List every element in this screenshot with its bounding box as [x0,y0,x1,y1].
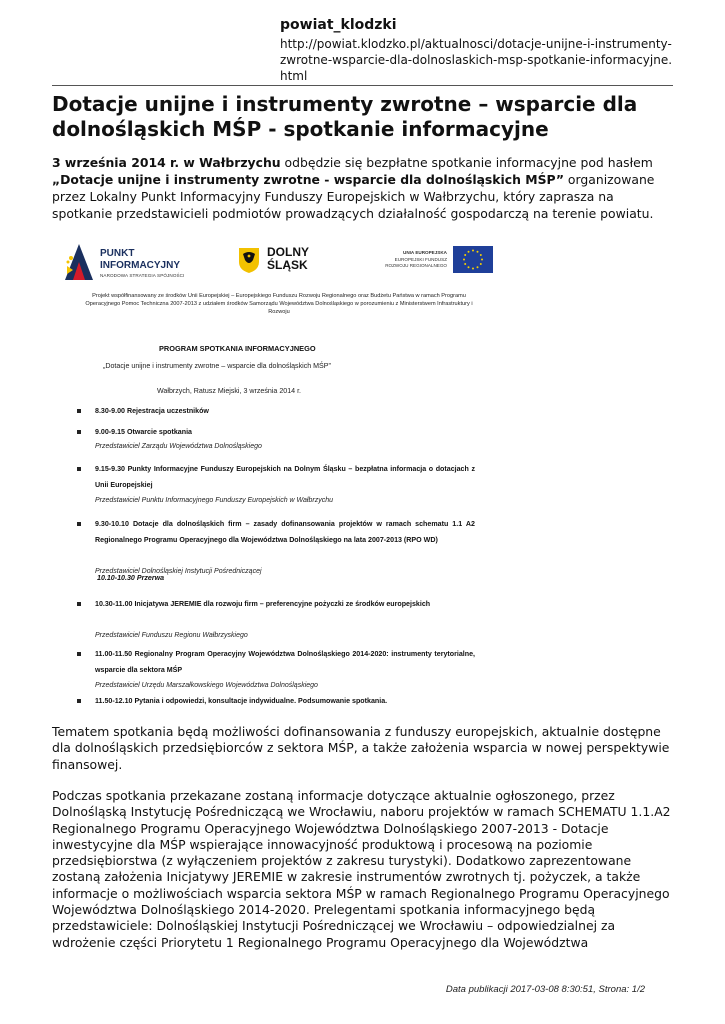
eu-logo-line2: EUROPEJSKI FUNDUSZ [394,257,447,262]
eagle-crest-icon [237,246,261,274]
page-url[interactable]: http://powiat.klodzko.pl/aktualnosci/dotacje-unijne-i-instrumenty-zwrotne-wsparcie-dla-dolnoslaskich-msp-spotkanie-informacyjne.html [280,37,673,83]
agenda-item-text: 9.30-10.10 Dotacje dla dolnośląskich firm – zasady dofinansowania projektów w ramach schematu 1.1 A2 Regionalnego Programu Operacyjnego dla Województwa Dolnośląskiego na lata 2007-2013 (RPO WD) [95,520,475,544]
bullet-icon [77,467,81,471]
agenda-item-text: 9.00-9.15 Otwarcie spotkania [95,428,192,436]
page-footer: Data publikacji 2017-03-08 8:30:51, Strona: 1/2 [445,984,645,995]
agenda-item-text: 9.15-9.30 Punkty Informacyjne Funduszy Europejskich na Dolnym Śląsku – bezpłatna informacja o dotacjach z Unii Europejskiej [95,465,475,489]
eu-logo-line3: ROZWOJU REGIONALNEGO [385,263,447,268]
intro-text-2: organizowane przez Lokalny Punkt Informacyjny Funduszy Europejskich w Wałbrzychu, który zaprasza na spotkanie przedstawicieli podmiotów prowadzących działalność gospodarczą na terenie powiatu. [52,172,655,221]
punkt-informacyjny-mark-icon [63,240,95,282]
site-name: powiat_klodzki [280,17,397,33]
punkt-informacyjny-logo [63,240,203,282]
dolny-slask-line2: ŚLĄSK [267,258,308,272]
program-place-date: Wałbrzych, Ratusz Miejski, 3 września 2014 r. [157,387,302,395]
article-title: Dotacje unijne i instrumenty zwrotne – wsparcie dla dolnośląskich MŚP - spotkanie informacyjne [52,92,638,141]
article-intro [52,154,677,222]
agenda-item-speaker: Przedstawiciel Urzędu Marszałkowskiego Województwa Dolnośląskiego [95,682,318,689]
agenda-item-text: 10.30-11.00 Inicjatywa JEREMIE dla rozwoju firm – preferencyjne pożyczki ze środków europejskich [95,600,431,608]
agenda-item-speaker: Przedstawiciel Zarządu Województwa Dolnośląskiego [95,443,262,450]
event-flyer-image [55,232,500,712]
bullet-icon [77,699,81,703]
dolny-slask-line1: DOLNY [267,245,309,259]
bullet-icon [77,409,81,413]
punkt-logo-line2: INFORMACYJNY [100,260,181,271]
agenda-item-speaker: Przedstawiciel Dolnośląskiej Instytucji Pośredniczącej [95,568,262,575]
logo-bar [55,232,500,284]
agenda-item-speaker: Przedstawiciel Funduszu Regionu Wałbrzyskiego [95,632,248,639]
agenda-item-text: 11.00-11.50 Regionalny Program Operacyjny Województwa Dolnośląskiego 2014-2020: instrumenty terytorialne, wsparcie dla sektora MŚP [95,650,475,674]
intro-date: 3 września 2014 r. w Wałbrzychu [52,155,281,170]
body-paragraph-2: Podczas spotkania przekazane zostaną informacje dotyczące aktualnie ogłoszonego, przez Dolnośląską Instytucję Pośredniczącą we Wrocławiu, naboru projektów w ramach SCHEMATU 1.1.A2 Regionalnego Programu Operacyjnego Województwa Dolnośląskiego 2007-2013 - Dotacje inwestycyjne dla MŚP wspierające innowacyjność produktową i procesową na poziomie przedsiębiorstwa (z wyłączeniem projektów z zakresu turystyki). Dodatkowo zaprezentowane zostaną założenia Inicjatywy JEREMIE w zakresie instrumentów zwrotnych tj. pożyczek, a także informacje o możliwościach wsparcia sektora MŚP w ramach Regionalnego Programu Operacyjnego Województwa Dolnośląskiego 2014-2020. Prelegentami spotkania informacyjnego będą przedstawiciele: Dolnośląskiej Instytucji Pośredniczącej we Wrocławiu – odpowiedzialnej za wdrożenie części Priorytetu 1 Regionalnego Programu Operacyjnego dla Województwa [52,788,671,950]
intro-text-1: odbędzie się bezpłatne spotkanie informacyjne pod hasłem [280,155,653,170]
eu-logo-line1: UNIA EUROPEJSKA [403,250,447,255]
eu-fund-logo [373,246,493,276]
intro-event-title: „Dotacje unijne i instrumenty zwrotne - wsparcie dla dolnośląskich MŚP” [52,172,564,187]
body-paragraph-1: Tematem spotkania będą możliwości dofinansowania z funduszy europejskich, aktualnie dostępne dla dolnośląskich przedsiębiorców z sektora MŚP, a także założenia wsparcia w nowej perspektywie finansowej. [52,724,670,772]
header-divider [52,85,673,86]
bullet-icon [77,522,81,526]
program-title: PROGRAM SPOTKANIA INFORMACYJNEGO [159,344,316,353]
site-header [280,16,675,84]
bullet-icon [77,602,81,606]
bullet-icon [77,652,81,656]
punkt-logo-line3: NARODOWA STRATEGIA SPÓJNOŚCI [100,273,185,278]
agenda-item-text: 8.30-9.00 Rejestracja uczestników [95,407,209,415]
bullet-icon [77,430,81,434]
agenda-item-speaker: Przedstawiciel Punktu Informacyjnego Funduszy Europejskich w Wałbrzychu [95,497,333,504]
eu-flag-icon [453,246,493,273]
punkt-logo-line1: PUNKT [100,248,135,259]
agenda-item-text: 11.50-12.10 Pytania i odpowiedzi, konsultacje indywidualne. Podsumowanie spotkania. [95,697,388,705]
dolny-slask-logo [235,244,325,278]
program-subtitle: „Dotacje unijne i instrumenty zwrotne – wsparcie dla dolnośląskich MŚP” [103,362,331,370]
project-funding-note: Projekt współfinansowany ze środków Unii Europejskiej – Europejskiego Funduszu Rozwoju Regionalnego oraz Budżetu Państwa w ramach Programu Operacyjnego Pomoc Techniczna 2007-2013 z udziałem środków Samorządu Województwa Dolnośląskiego w porozumieniu z Ministerstwem Infrastruktury i Rozwoju [85,293,473,315]
agenda-break: 10.10-10.30 Przerwa [97,574,165,582]
